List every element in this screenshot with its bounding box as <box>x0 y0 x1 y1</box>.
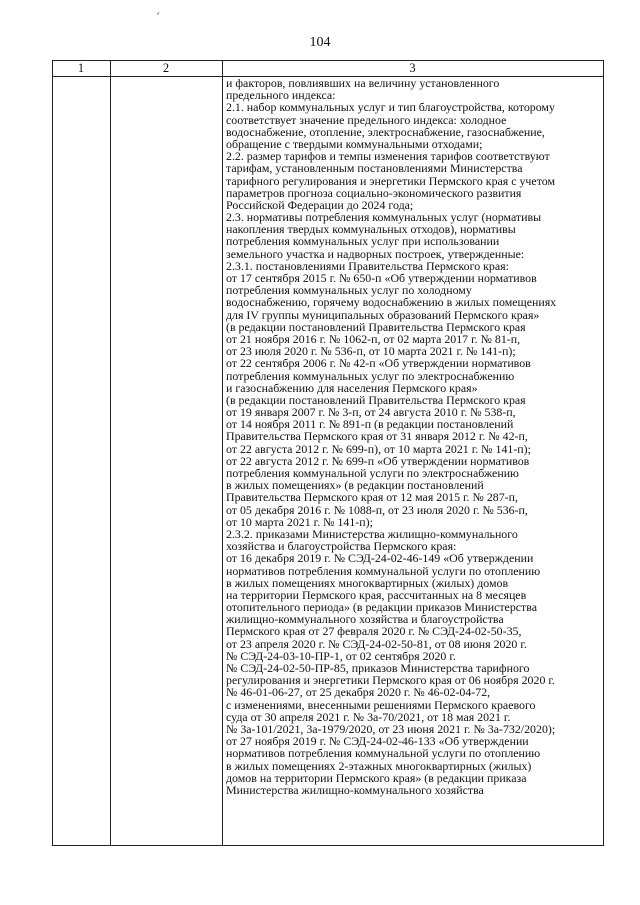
table-border-right <box>603 60 604 846</box>
text-line: параметров прогноза социально-экономического развития <box>226 185 522 200</box>
text-line: № 3а-101/2021, 3а-1979/2020, от 23 июня 2021 г. № 3а-732/2020); <box>226 721 556 736</box>
text-line: от 23 июля 2020 г. № 536-п, от 10 марта 2021 г. № 141-п); <box>226 344 516 359</box>
text-line: от 22 августа 2012 г. № 699-п «Об утверждении нормативов <box>226 453 530 468</box>
text-line: от 17 сентября 2015 г. № 650-п «Об утверждении нормативов <box>226 271 537 285</box>
corner-mark: ´ <box>156 10 160 24</box>
text-line: Пермского края от 27 февраля 2020 г. № СЭД-24-02-50-35, <box>226 624 522 639</box>
text-line: предельного индекса: <box>226 88 336 103</box>
text-line: для IV группы муниципальных образований Пермского края» <box>226 307 540 322</box>
text-line: и газоснабжению для населения Пермского края» <box>226 380 478 395</box>
text-line: 2.1. набор коммунальных услуг и тип благоустройства, которому <box>226 100 555 115</box>
document-table <box>52 60 604 846</box>
text-line: от 23 апреля 2020 г. № СЭД-24-02-50-81, от 08 июня 2020 г. <box>226 636 527 651</box>
text-line: 2.3. нормативы потребления коммунальных услуг (нормативы <box>226 210 542 225</box>
text-line: потребления коммунальных услуг при использовании <box>226 234 500 249</box>
column-divider-2 <box>222 60 223 846</box>
text-line: на территории Пермского края, рассчитанных на 8 месяцев <box>226 587 527 602</box>
column-header-1: 1 <box>77 61 85 75</box>
text-line: нормативов потребления коммунальной услуги по отоплению <box>226 746 541 761</box>
column-divider-1 <box>110 60 111 846</box>
text-line: регулирования и энергетики Пермского края от 06 ноября 2020 г. <box>226 673 555 688</box>
text-line: 2.3.2. приказами Министерства жилищно-коммунального <box>226 526 518 541</box>
text-line: от 16 декабря 2019 г. № СЭД-24-02-46-149 «Об утверждении <box>226 551 534 566</box>
text-line: в жилых помещениях 2-этажных многоквартирных (жилых) <box>226 758 532 773</box>
text-line: и факторов, повлиявших на величину установленного <box>226 76 500 90</box>
text-line: от 19 января 2007 г. № 3-п, от 24 августа 2010 г. № 538-п, <box>226 405 516 420</box>
text-line: потребления коммунальных услуг по холодному <box>226 283 472 298</box>
text-line: земельного участка и надворных построек, утвержденные: <box>226 246 525 261</box>
text-line: (в редакции постановлений Правительства Пермского края <box>226 392 526 407</box>
text-line: от 10 марта 2021 г. № 141-п); <box>226 514 373 529</box>
text-line: тарифного регулирования и энергетики Пермского края с учетом <box>226 173 555 188</box>
text-line: от 14 ноября 2011 г. № 891-п (в редакции постановлений <box>226 417 514 432</box>
text-line: Министерства жилищно-коммунального хозяйства <box>226 782 484 797</box>
text-line: хозяйства и благоустройства Пермского края: <box>226 539 457 554</box>
text-line: водоснабжение, отопление, электроснабжение, газоснабжение, <box>226 124 545 139</box>
text-line: 2.2. размер тарифов и темпы изменения тарифов соответствуют <box>226 149 550 164</box>
column-header-3: 3 <box>409 61 416 75</box>
text-line: от 27 ноября 2019 г. № СЭД-24-02-46-133 «Об утверждении <box>226 734 529 749</box>
column-header-2: 2 <box>162 61 170 75</box>
text-line: 2.3.1. постановлениями Правительства Пермского края: <box>226 258 509 273</box>
text-line: от 05 декабря 2016 г. № 1088-п, от 23 июля 2020 г. № 536-п, <box>226 502 528 517</box>
text-line: водоснабжению, горячему водоснабжению в жилых помещениях <box>226 295 557 310</box>
text-line: (в редакции постановлений Правительства Пермского края <box>226 319 526 334</box>
table-border-left <box>52 60 53 846</box>
page-number: 104 <box>309 35 331 50</box>
text-line: № СЭД-24-03-10-ПР-1, от 02 сентября 2020 г. <box>226 648 456 663</box>
text-line: потребления коммунальной услуги по электроснабжению <box>226 466 519 480</box>
text-line: в жилых помещениях» (в редакции постановлений <box>226 478 484 493</box>
text-line: суда от 30 апреля 2021 г. № 3а-70/2021, от 18 мая 2021 г. <box>226 709 511 724</box>
text-line: с изменениями, внесенными решениями Пермского краевого <box>226 697 536 712</box>
column-3-text <box>226 77 600 796</box>
text-line: обращение с твердыми коммунальными отходами; <box>226 136 483 151</box>
table-border-bottom <box>52 845 604 846</box>
text-line: тарифам, установленным постановлениями Министерства <box>226 161 523 176</box>
text-line: № СЭД-24-02-50-ПР-85, приказов Министерства тарифного <box>226 661 530 675</box>
text-line: накопления твердых коммунальных отходов), нормативы <box>226 222 516 237</box>
text-line: нормативов потребления коммунальной услуги по отоплению <box>226 563 541 578</box>
text-line: домов на территории Пермского края» (в редакции приказа <box>226 770 527 785</box>
text-line: от 22 августа 2012 г. № 699-п), от 10 марта 2021 г. № 141-п); <box>226 441 531 456</box>
text-line: Правительства Пермского края от 12 мая 2015 г. № 287-п, <box>226 490 518 505</box>
text-line: от 21 ноября 2016 г. № 1062-п, от 02 марта 2017 г. № 81-п, <box>226 331 521 346</box>
text-line: в жилых помещениях многоквартирных (жилых) домов <box>226 575 509 590</box>
text-line: соответствует значение предельного индекса: холодное <box>226 112 507 127</box>
text-line: Правительства Пермского края от 31 января 2012 г. № 42-п, <box>226 429 528 444</box>
text-line: № 46-01-06-27, от 25 декабря 2020 г. № 46-02-04-72, <box>226 685 491 700</box>
text-line: от 22 сентября 2006 г. № 42-п «Об утверждении нормативов <box>226 356 531 371</box>
text-line: отопительного периода» (в редакции приказов Министерства <box>226 600 537 615</box>
text-line: потребления коммунальных услуг по электроснабжению <box>226 368 515 383</box>
text-line: Российской Федерации до 2024 года; <box>226 197 414 212</box>
text-line: жилищно-коммунального хозяйства и благоустройства <box>226 612 504 627</box>
